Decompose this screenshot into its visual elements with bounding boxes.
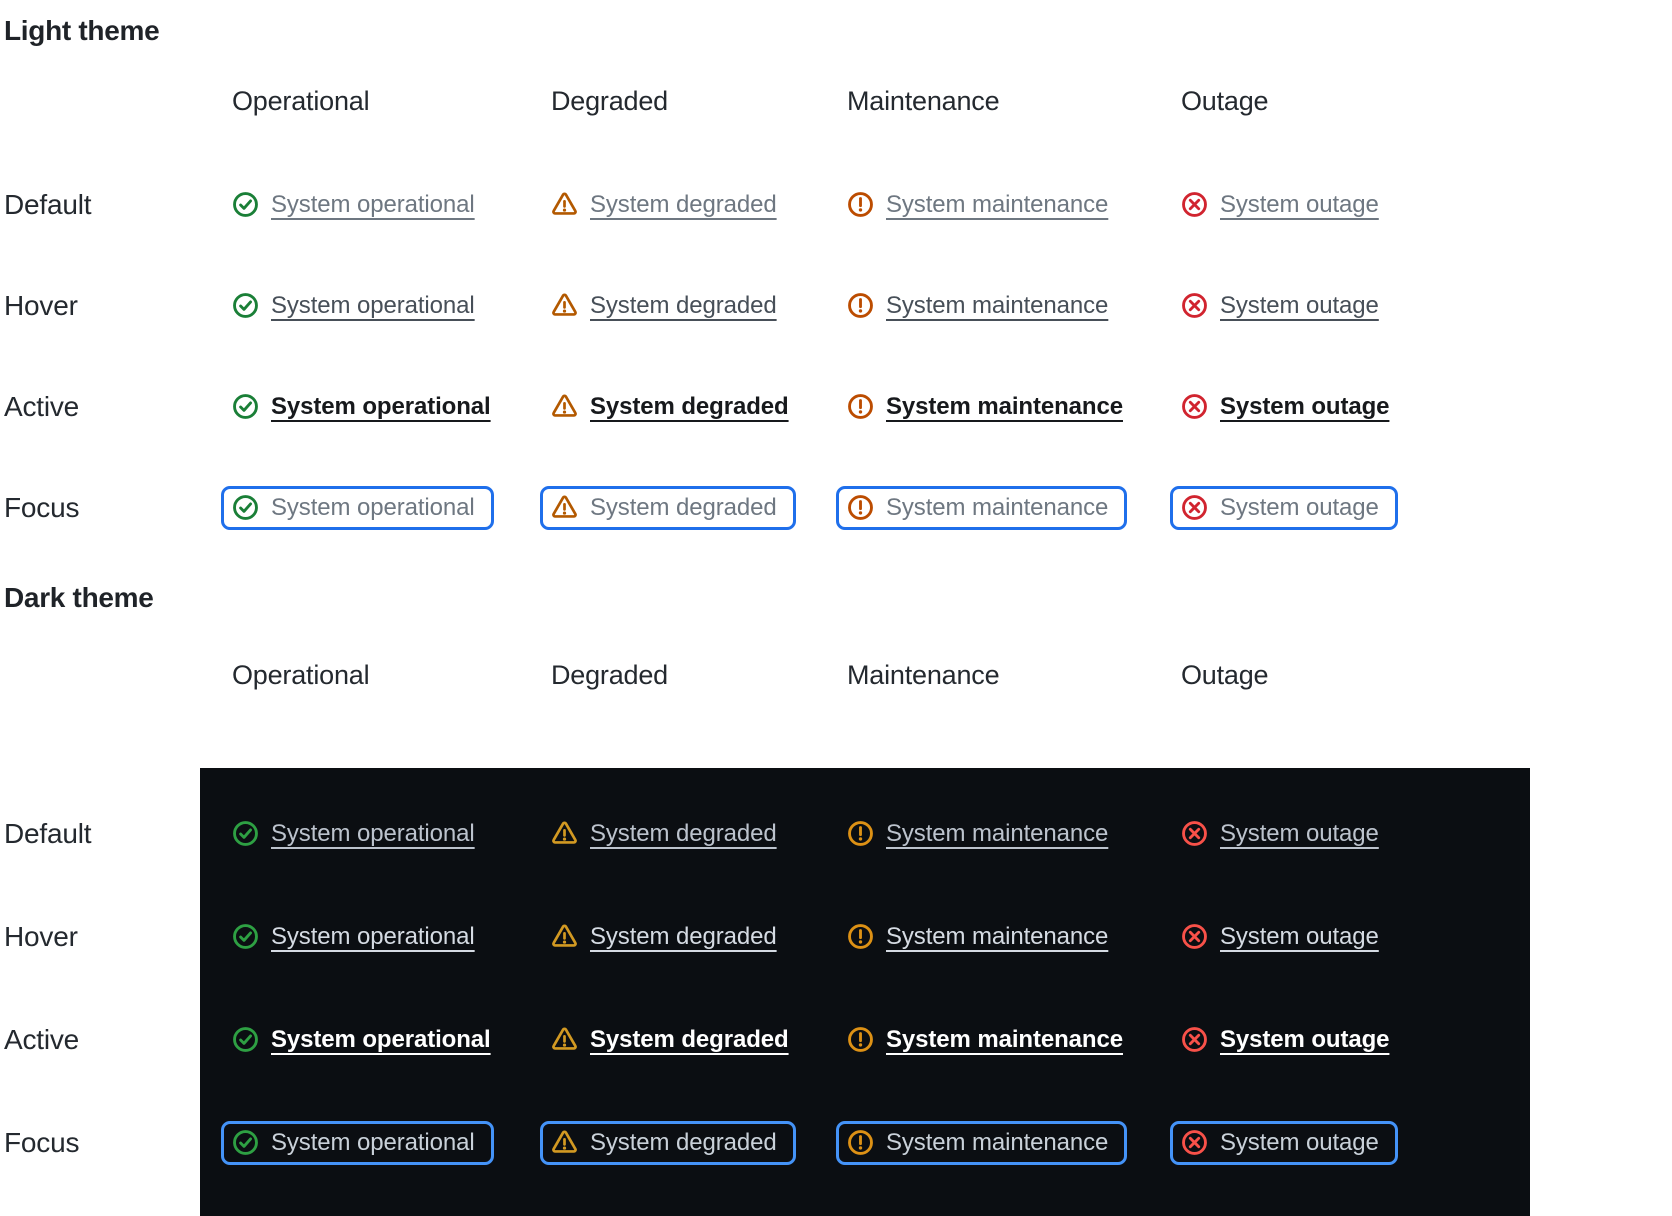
x-circle-icon [1181,820,1208,847]
exclamation-circle-icon [847,1026,874,1053]
status-link-cell [232,494,551,522]
state-label-active: Active [4,1023,80,1055]
dark-degraded-link-focus[interactable] [540,1121,796,1165]
check-circle-icon [232,923,259,950]
warning-triangle-icon [551,191,578,218]
light-theme-section [0,0,1672,558]
status-link-cell [232,393,551,421]
dark-outage-link-focus[interactable] [1170,1121,1398,1165]
status-link-cell [847,292,1181,320]
light-outage-link-default[interactable] [1181,191,1379,219]
dark-column-headers [0,615,1672,735]
check-circle-icon [232,393,259,420]
check-circle-icon [232,191,259,218]
status-link-cell [551,494,847,522]
status-link-cell [232,191,551,219]
status-link-label: System outage [1220,291,1379,319]
exclamation-circle-icon [847,1129,874,1156]
status-link-label: System maintenance [886,1025,1123,1053]
warning-triangle-icon [551,393,578,420]
light-operational-link-hover[interactable] [232,292,475,320]
status-link-label: System outage [1220,190,1379,218]
dark-outage-link-hover[interactable] [1181,923,1379,951]
status-link-cell [551,191,847,219]
light-column-headers [0,48,1672,154]
dark-maintenance-link-hover[interactable] [847,923,1108,951]
status-link-label: System outage [1220,922,1379,950]
status-link-label: System operational [271,1025,491,1053]
dark-degraded-link-hover[interactable] [551,923,777,951]
column-header-outage: Outage [1181,659,1269,690]
dark-degraded-link-active[interactable] [551,1026,789,1054]
column-header-degraded: Degraded [551,659,668,690]
column-header-maintenance: Maintenance [847,659,1000,690]
status-link-cell [1181,393,1672,421]
light-maintenance-link-active[interactable] [847,393,1123,421]
exclamation-circle-icon [847,393,874,420]
status-link-cell [551,1026,847,1054]
light-outage-link-focus[interactable] [1170,486,1398,530]
check-circle-icon [232,292,259,319]
status-link-label: System maintenance [886,1128,1109,1156]
exclamation-circle-icon [847,494,874,521]
status-link-label: System degraded [590,392,789,420]
status-link-cell [847,393,1181,421]
state-label-default: Default [4,817,92,849]
status-link-cell [232,1026,551,1054]
status-link-label: System outage [1220,493,1379,521]
exclamation-circle-icon [847,191,874,218]
light-degraded-link-default[interactable] [551,191,777,219]
dark-theme-section [0,581,1672,1216]
status-link-cell [1181,923,1672,951]
light-operational-link-active[interactable] [232,393,491,421]
check-circle-icon [232,820,259,847]
status-link-cell [847,820,1181,848]
x-circle-icon [1181,923,1208,950]
dark-operational-link-hover[interactable] [232,923,475,951]
warning-triangle-icon [551,1129,578,1156]
status-link-cell [847,1129,1181,1157]
dark-degraded-link-default[interactable] [551,820,777,848]
status-link-label: System operational [271,392,491,420]
status-link-label: System operational [271,1128,475,1156]
check-circle-icon [232,494,259,521]
column-header-maintenance: Maintenance [847,85,1000,116]
status-link-label: System operational [271,819,475,847]
status-link-cell [551,393,847,421]
status-link-label: System degraded [590,190,777,218]
status-link-cell [1181,191,1672,219]
status-link-cell [551,1129,847,1157]
light-operational-link-default[interactable] [232,191,475,219]
status-link-cell [1181,494,1672,522]
state-label-active: Active [4,390,80,422]
status-link-label: System maintenance [886,493,1109,521]
status-link-cell [1181,820,1672,848]
light-operational-link-focus[interactable] [221,486,494,530]
status-link-label: System maintenance [886,291,1109,319]
light-degraded-link-focus[interactable] [540,486,796,530]
status-link-cell [232,820,551,848]
status-link-cell [551,923,847,951]
column-header-operational: Operational [232,85,370,116]
state-label-focus: Focus [4,491,80,523]
dark-maintenance-link-default[interactable] [847,820,1108,848]
state-label-hover: Hover [4,920,78,952]
status-link-cell [847,494,1181,522]
light-outage-link-hover[interactable] [1181,292,1379,320]
status-link-label: System operational [271,190,475,218]
status-link-label: System outage [1220,1128,1379,1156]
status-link-label: System degraded [590,922,777,950]
light-maintenance-link-hover[interactable] [847,292,1108,320]
status-link-label: System degraded [590,493,777,521]
status-link-cell [551,292,847,320]
dark-maintenance-link-focus[interactable] [836,1121,1127,1165]
status-link-label: System degraded [590,1128,777,1156]
warning-triangle-icon [551,1026,578,1053]
status-link-label: System degraded [590,1025,789,1053]
status-link-label: System outage [1220,1025,1390,1053]
status-link-label: System operational [271,922,475,950]
status-link-label: System maintenance [886,922,1109,950]
exclamation-circle-icon [847,820,874,847]
dark-outage-link-active[interactable] [1181,1026,1389,1054]
status-link-label: System degraded [590,291,777,319]
status-link-label: System operational [271,493,475,521]
check-circle-icon [232,1026,259,1053]
warning-triangle-icon [551,820,578,847]
x-circle-icon [1181,393,1208,420]
status-link-label: System maintenance [886,392,1123,420]
status-link-cell [847,1026,1181,1054]
column-header-degraded: Degraded [551,85,668,116]
status-link-cell [232,923,551,951]
dark-maintenance-link-active[interactable] [847,1026,1123,1054]
warning-triangle-icon [551,292,578,319]
light-maintenance-link-default[interactable] [847,191,1108,219]
dark-theme-panel [0,768,1672,1216]
column-header-operational: Operational [232,659,370,690]
state-label-default: Default [4,188,92,220]
light-outage-link-active[interactable] [1181,393,1389,421]
x-circle-icon [1181,1026,1208,1053]
status-link-label: System degraded [590,819,777,847]
check-circle-icon [232,1129,259,1156]
exclamation-circle-icon [847,923,874,950]
light-degraded-link-active[interactable] [551,393,789,421]
status-link-label: System maintenance [886,819,1109,847]
status-link-cell [1181,1129,1672,1157]
x-circle-icon [1181,191,1208,218]
warning-triangle-icon [551,494,578,521]
status-link-label: System outage [1220,392,1390,420]
x-circle-icon [1181,494,1208,521]
status-link-label: System outage [1220,819,1379,847]
exclamation-circle-icon [847,292,874,319]
x-circle-icon [1181,1129,1208,1156]
dark-operational-link-active[interactable] [232,1026,491,1054]
status-link-cell [847,191,1181,219]
light-theme-title: Light theme [4,15,160,46]
status-link-cell [1181,1026,1672,1054]
column-header-outage: Outage [1181,85,1269,116]
status-link-cell [847,923,1181,951]
light-degraded-link-hover[interactable] [551,292,777,320]
state-label-hover: Hover [4,289,78,321]
status-link-cell [551,820,847,848]
state-label-focus: Focus [4,1126,80,1158]
x-circle-icon [1181,292,1208,319]
status-link-label: System maintenance [886,190,1109,218]
status-link-cell [232,1129,551,1157]
light-maintenance-link-focus[interactable] [836,486,1127,530]
light-state-rows [0,154,1672,558]
status-link-label: System operational [271,291,475,319]
status-link-cell [1181,292,1672,320]
dark-operational-link-default[interactable] [232,820,475,848]
status-link-cell [232,292,551,320]
warning-triangle-icon [551,923,578,950]
dark-theme-title: Dark theme [4,582,154,613]
dark-operational-link-focus[interactable] [221,1121,494,1165]
dark-outage-link-default[interactable] [1181,820,1379,848]
